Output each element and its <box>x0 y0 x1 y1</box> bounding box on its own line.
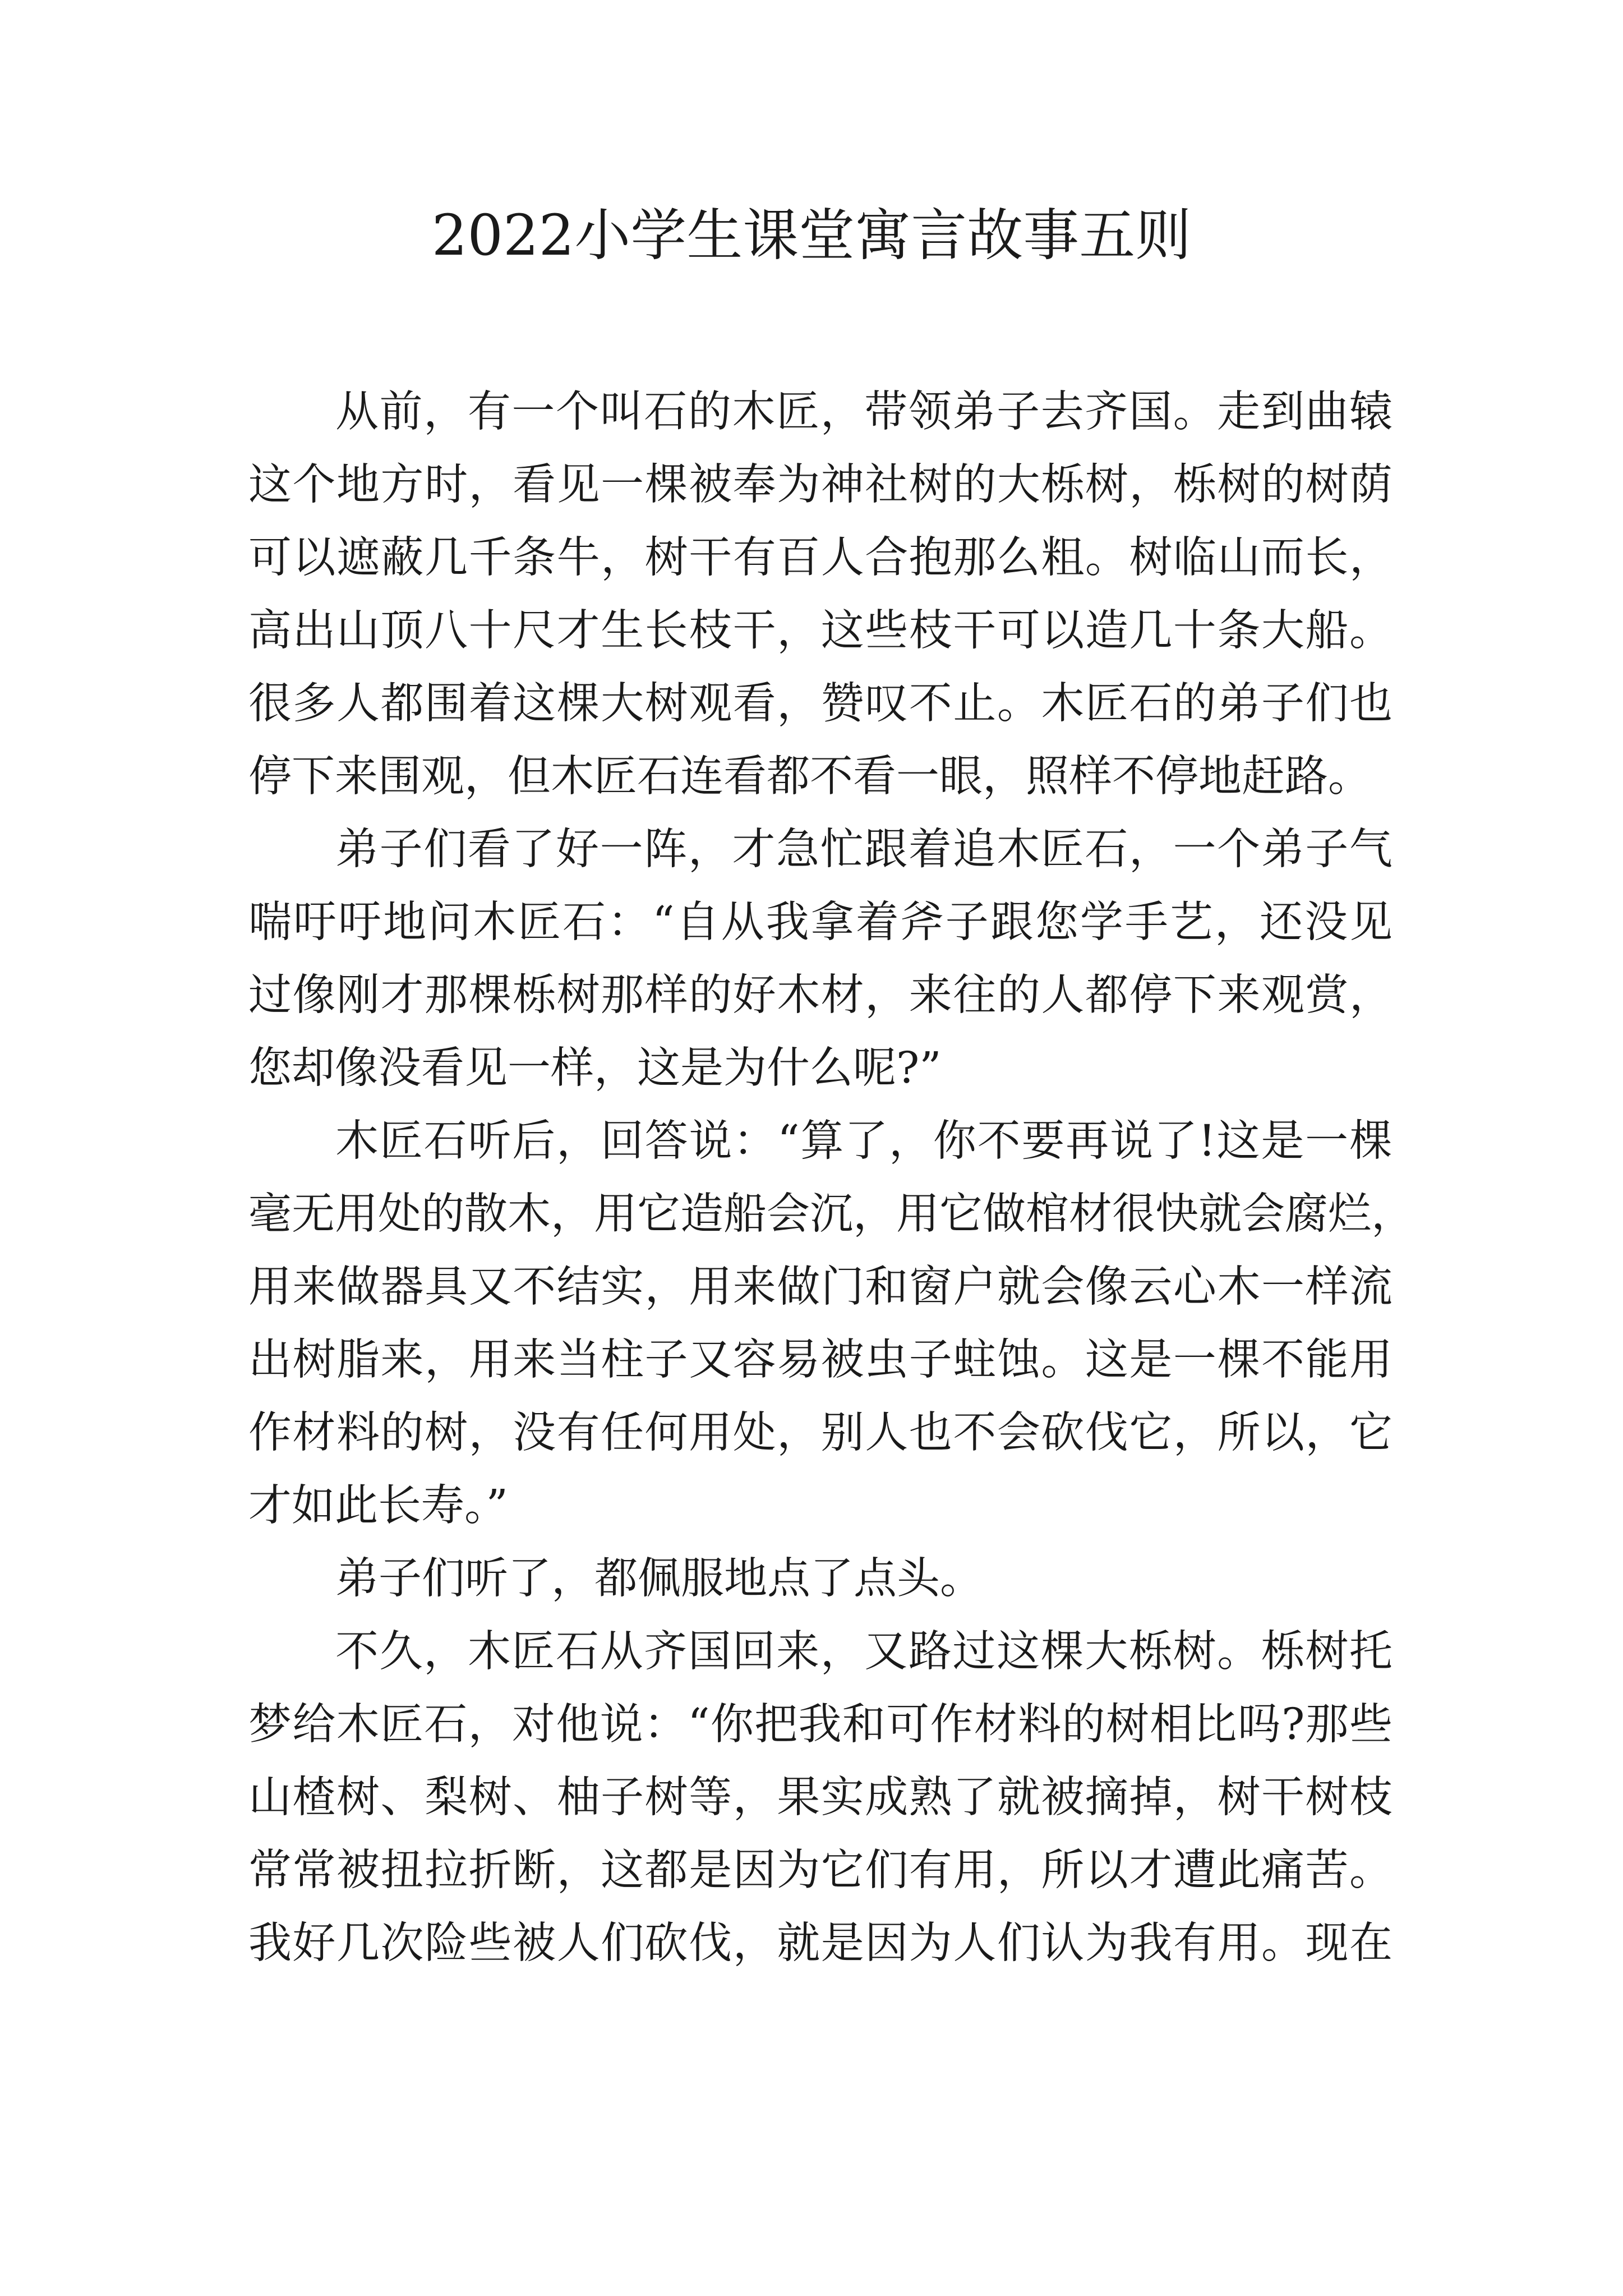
paragraph <box>248 376 1393 813</box>
text-line: 毫无用处的散木，用它造船会沉，用它做棺材很快就会腐烂， <box>248 1189 1414 1239</box>
paragraph <box>248 1105 1414 1543</box>
text-line: 可以遮蔽几千条牛，树干有百人合抱那么粗。树临山而长， <box>248 533 1393 583</box>
text-line: 从前，有一个叫石的木匠，带领弟子去齐国。走到曲辕 <box>335 387 1393 437</box>
document-title: 2022小学生课堂寓言故事五则 <box>431 203 1192 268</box>
text-line: 喘吁吁地问木匠石：“自从我拿着斧子跟您学手艺，还没见 <box>248 898 1393 947</box>
text-line: 不久，木匠石从齐国回来，又路过这棵大栎树。栎树托 <box>335 1627 1393 1677</box>
text-line: 高出山顶八十尺才生长枝干，这些枝干可以造几十条大船。 <box>248 606 1393 656</box>
text-line: 作材料的树，没有任何用处，别人也不会砍伐它，所以，它 <box>248 1408 1393 1458</box>
text-line: 弟子们听了，都佩服地点了点头。 <box>335 1554 983 1604</box>
text-line: 常常被扭拉折断，这都是因为它们有用，所以才遭此痛苦。 <box>248 1846 1393 1895</box>
text-line: 才如此长寿。” <box>248 1481 508 1531</box>
text-line: 这个地方时，看见一棵被奉为神社树的大栎树，栎树的树荫 <box>248 460 1393 510</box>
paragraph <box>248 1543 1393 1616</box>
text-line: 很多人都围着这棵大树观看，赞叹不止。木匠石的弟子们也 <box>248 679 1393 729</box>
text-line: 您却像没看见一样，这是为什么呢?” <box>248 1043 942 1093</box>
text-line: 用来做器具又不结实，用来做门和窗户就会像云心木一样流 <box>248 1262 1393 1312</box>
paragraph <box>248 813 1393 1105</box>
text-line: 我好几次险些被人们砍伐，就是因为人们认为我有用。现在 <box>248 1918 1393 1968</box>
text-line: 弟子们看了好一阵，才急忙跟着追木匠石，一个弟子气 <box>335 825 1393 875</box>
text-line: 停下来围观，但木匠石连看都不看一眼，照样不停地赶路。 <box>248 752 1371 802</box>
text-line: 过像刚才那棵栎树那样的好木材，来往的人都停下来观赏， <box>248 970 1393 1020</box>
text-line: 山楂树、梨树、柚子树等，果实成熟了就被摘掉，树干树枝 <box>248 1773 1393 1823</box>
paragraph <box>248 1616 1393 1980</box>
text-line: 木匠石听后，回答说：“算了，你不要再说了!这是一棵 <box>335 1116 1393 1166</box>
document-body <box>248 376 1414 1980</box>
text-line: 出树脂来，用来当柱子又容易被虫子蛀蚀。这是一棵不能用 <box>248 1335 1393 1385</box>
text-line: 梦给木匠石，对他说：“你把我和可作材料的树相比吗?那些 <box>248 1700 1393 1750</box>
